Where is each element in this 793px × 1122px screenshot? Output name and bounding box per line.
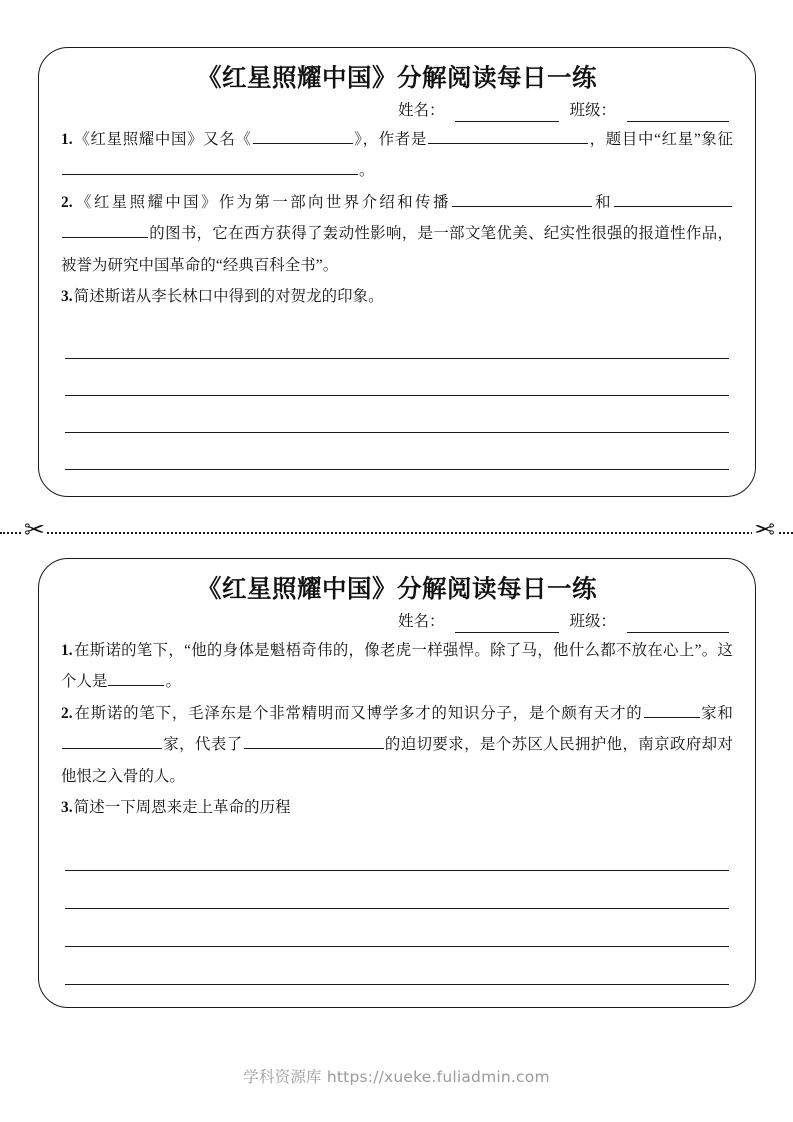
question-2-text-a: 《红星照耀中国》作为第一部向世界介绍和传播 <box>73 193 451 211</box>
question-3-number: 3. <box>61 287 73 305</box>
question-2-text-b: 家和 <box>700 704 733 722</box>
class-label: 班级： <box>569 101 616 119</box>
answer-line[interactable] <box>65 871 729 909</box>
answer-line[interactable] <box>65 909 729 947</box>
question-2-blank-1[interactable] <box>644 703 700 718</box>
question-2 <box>61 187 733 281</box>
question-1-text-d: 。 <box>359 162 375 180</box>
question-1-text-c: ，题目中“红星”象征 <box>589 130 733 148</box>
worksheet-card-2 <box>38 558 756 1008</box>
question-3-text: 简述斯诺从李长林口中得到的对贺龙的印象。 <box>73 287 384 305</box>
question-1-text-b: 。 <box>165 673 181 691</box>
question-1 <box>61 124 733 187</box>
question-1-text-a: 在斯诺的笔下，“他的身体是魁梧奇伟的，像老虎一样强悍。除了马，他什么都不放在心上”。这个人是 <box>61 641 733 691</box>
question-2-text-c: 的图书，它在西方获得了轰动性影响，是一部文笔优美、纪实性很强的报道性作品，被誉为研究中国革命的“经典百科全书”。 <box>61 225 733 274</box>
class-input-blank[interactable] <box>627 106 729 122</box>
question-1-text-b: 》，作者是 <box>353 130 428 148</box>
worksheet-card-1 <box>38 47 756 497</box>
question-2-blank-1[interactable] <box>452 192 592 207</box>
answer-line[interactable] <box>65 322 729 359</box>
question-1-blank-1[interactable] <box>253 129 353 144</box>
answer-line[interactable] <box>65 396 729 433</box>
question-2-text-b: 和 <box>592 193 613 211</box>
scissors-icon: ✂ <box>754 515 775 544</box>
footer-watermark: 学科资源库 https://xueke.fuliadmin.com <box>243 1068 550 1086</box>
question-2-number: 2. <box>61 193 73 211</box>
answer-lines-group-2 <box>61 833 733 985</box>
class-label: 班级： <box>569 612 616 630</box>
question-2-blank-2[interactable] <box>614 192 732 207</box>
answer-line[interactable] <box>65 433 729 470</box>
question-1-text-a: 《红星照耀中国》又名《 <box>73 130 252 148</box>
question-3-number: 3. <box>61 798 73 816</box>
answer-line[interactable] <box>65 947 729 985</box>
worksheet-card-2-body <box>39 559 755 985</box>
question-1-number: 1. <box>61 641 73 659</box>
answer-lines-group-1 <box>61 322 733 470</box>
question-2-text-a: 在斯诺的笔下，毛泽东是个非常精明而又博学多才的知识分子，是个颇有天才的 <box>73 704 643 722</box>
question-3 <box>61 792 733 823</box>
question-1-blank-3[interactable] <box>62 160 358 175</box>
student-info-row <box>61 99 733 122</box>
class-input-blank[interactable] <box>627 617 729 633</box>
student-info-row <box>61 610 733 633</box>
question-2-number: 2. <box>61 704 73 722</box>
page-title: 《红星照耀中国》分解阅读每日一练 <box>197 576 597 603</box>
question-2-text-d: 的迫切要求，是个苏区人民拥护他，南京政府却对 他恨之入骨的人。 <box>61 736 733 785</box>
worksheet-card-1-body <box>39 48 755 470</box>
question-2-blank-3[interactable] <box>244 734 384 749</box>
dotted-cut-line <box>0 532 793 534</box>
question-2 <box>61 698 733 792</box>
name-label: 姓名： <box>397 612 445 630</box>
answer-line[interactable] <box>65 359 729 396</box>
question-2-text-c: 家，代表了 <box>163 736 243 754</box>
answer-line[interactable] <box>65 833 729 871</box>
question-1-blank-2[interactable] <box>428 129 588 144</box>
name-input-blank[interactable] <box>455 106 559 122</box>
question-1 <box>61 635 733 698</box>
page-title: 《红星照耀中国》分解阅读每日一练 <box>197 65 597 92</box>
question-1-number: 1. <box>61 130 73 148</box>
cut-line-divider <box>0 515 793 547</box>
question-3-text: 简述一下周恩来走上革命的历程 <box>73 798 291 816</box>
name-label: 姓名： <box>397 101 445 119</box>
question-2-blank-3[interactable] <box>62 223 148 238</box>
scissors-icon: ✂ <box>24 515 45 544</box>
question-1-blank-1[interactable] <box>108 671 164 686</box>
question-2-blank-2[interactable] <box>62 734 162 749</box>
question-3 <box>61 281 733 312</box>
name-input-blank[interactable] <box>455 617 559 633</box>
